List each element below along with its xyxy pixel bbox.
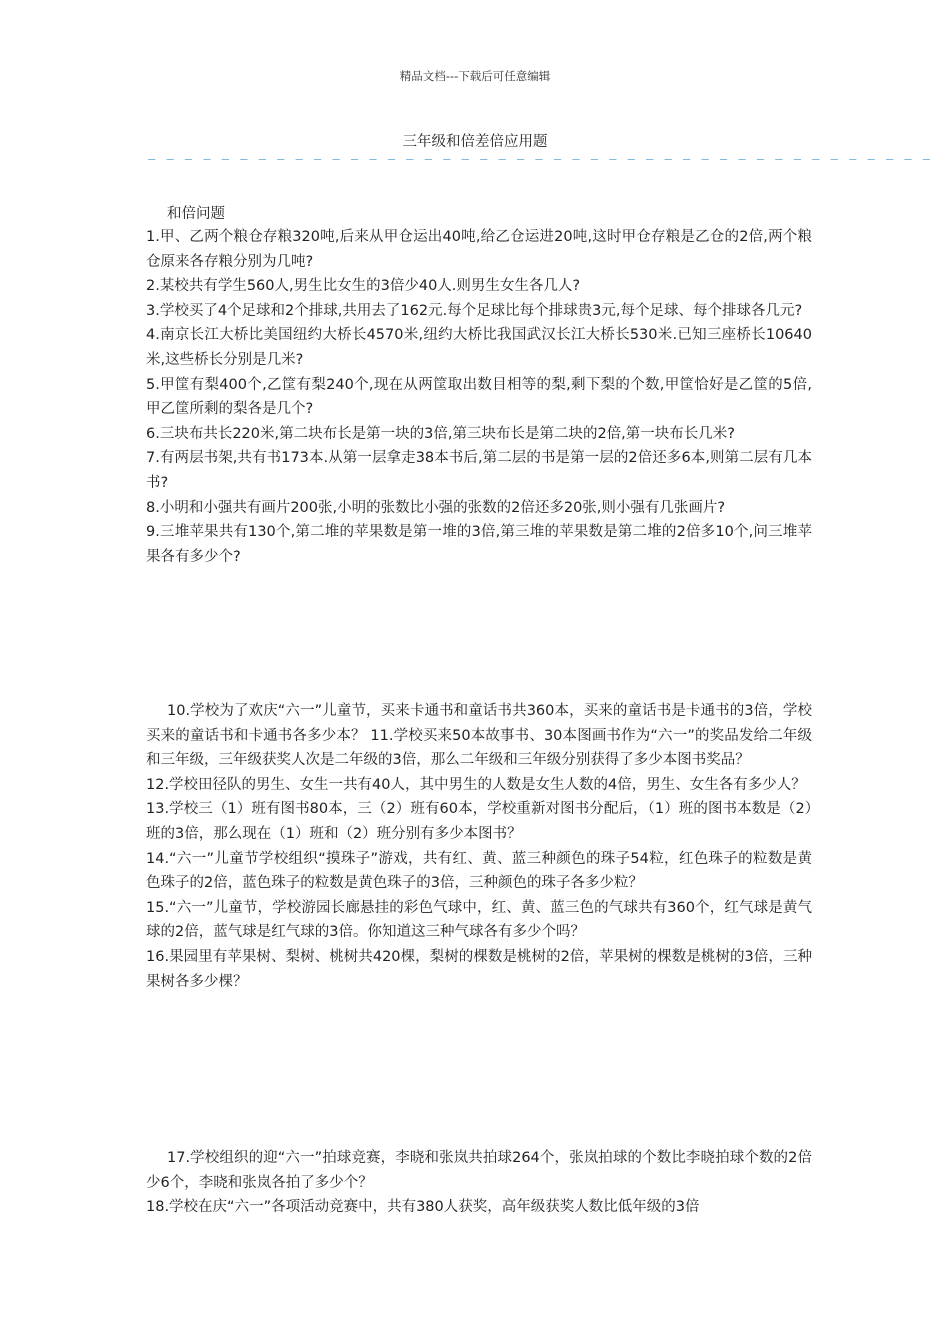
section-heading: 和倍问题 xyxy=(167,206,225,222)
problem-10-11: 10.学校为了欢庆“六一”儿童节，买来卡通书和童话书共360本，买来的童话书是卡通书的3倍，学校买来的童话书和卡通书各多少本？ 11.学校买来50本故事书、30本图画书作为“六一”的奖品发给二年级和三年级，三年级获奖人次是二年级的3倍，那么二年级和三年级分别获得了多少本图书奖品？ xyxy=(146,703,812,769)
problem-9: 9.三堆苹果共有130个,第二堆的苹果数是第一堆的3倍,第三堆的苹果数是第二堆的2倍多10个,问三堆苹果各有多少个? xyxy=(146,524,812,565)
problem-5: 5.甲筐有梨400个,乙筐有梨240个,现在从两筐取出数目相等的梨,剩下梨的个数,甲筐恰好是乙筐的5倍,甲乙筐所剩的梨各是几个? xyxy=(146,376,812,418)
problem-group-3 xyxy=(146,1146,812,1220)
problem-15: 15.“六一”儿童节，学校游园长廊悬挂的彩色气球中，红、黄、蓝三色的气球共有360个，红气球是黄气球的2倍，蓝气球是红气球的3倍。你知道这三种气球各有多少个吗？ xyxy=(146,899,812,941)
problem-14: 14.“六一”儿童节学校组织“摸珠子”游戏，共有红、黄、蓝三种颜色的珠子54粒，红色珠子的粒数是黄色珠子的2倍，蓝色珠子的粒数是黄色珠子的3倍，三种颜色的珠子各多少粒？ xyxy=(146,850,812,892)
problem-4: 4.南京长江大桥比美国纽约大桥长4570米,纽约大桥比我国武汉长江大桥长530米.已知三座桥长10640米,这些桥长分别是几米? xyxy=(146,327,812,368)
document-title: 三年级和倍差倍应用题 xyxy=(402,134,548,150)
problem-8: 8.小明和小强共有画片200张,小明的张数比小强的张数的2倍还多20张,则小强有几张画片? xyxy=(146,499,726,516)
problem-13: 13.学校三（1）班有图书80本，三（2）班有60本，学校重新对图书分配后，（1）班的图书本数是（2）班的3倍，那么现在（1）班和（2）班分别有多少本图书？ xyxy=(146,801,812,842)
problem-18: 18.学校在庆“六一”各项活动竞赛中，共有380人获奖，高年级获奖人数比低年级的3倍 xyxy=(146,1199,700,1216)
problem-6: 6.三块布共长220米,第二块布长是第一块的3倍,第三块布长是第二块的2倍,第一块布长几米? xyxy=(146,425,735,442)
page-header: 精品文档---下载后可任意编辑 xyxy=(399,69,551,83)
problem-1: 1.甲、乙两个粮仓存粮320吨,后来从甲仓运出40吨,给乙仓运进20吨,这时甲仓存粮是乙仓的2倍,两个粮仓原来各存粮分别为几吨? xyxy=(146,229,812,270)
problem-group-2 xyxy=(146,699,812,994)
problem-group-1 xyxy=(146,225,812,569)
problem-3: 3.学校买了4个足球和2个排球,共用去了162元.每个足球比每个排球贵3元,每个足球、每个排球各几元? xyxy=(146,302,803,319)
problem-7: 7.有两层书架,共有书173本.从第一层拿走38本书后,第二层的书是第一层的2倍还多6本,则第二层有几本书? xyxy=(146,450,812,491)
problem-12: 12.学校田径队的男生、女生一共有40人，其中男生的人数是女生人数的4倍，男生、女生各有多少人？ xyxy=(146,776,806,793)
problem-2: 2.某校共有学生560人,男生比女生的3倍少40人.则男生女生各几人? xyxy=(146,278,581,295)
title-divider: — — — — — — — — — — — — — — — — — — — — — — — — — — — — — — — — — — — — — — — — — — — xyxy=(148,152,933,166)
problem-17: 17.学校组织的迎“六一”拍球竞赛，李晓和张岚共拍球264个，张岚拍球的个数比李晓拍球个数的2倍少6个，李晓和张岚各拍了多少个？ xyxy=(146,1150,812,1191)
problem-16: 16.果园里有苹果树、梨树、桃树共420棵，梨树的棵数是桃树的2倍，苹果树的棵数是桃树的3倍，三种果树各多少棵？ xyxy=(146,948,812,990)
